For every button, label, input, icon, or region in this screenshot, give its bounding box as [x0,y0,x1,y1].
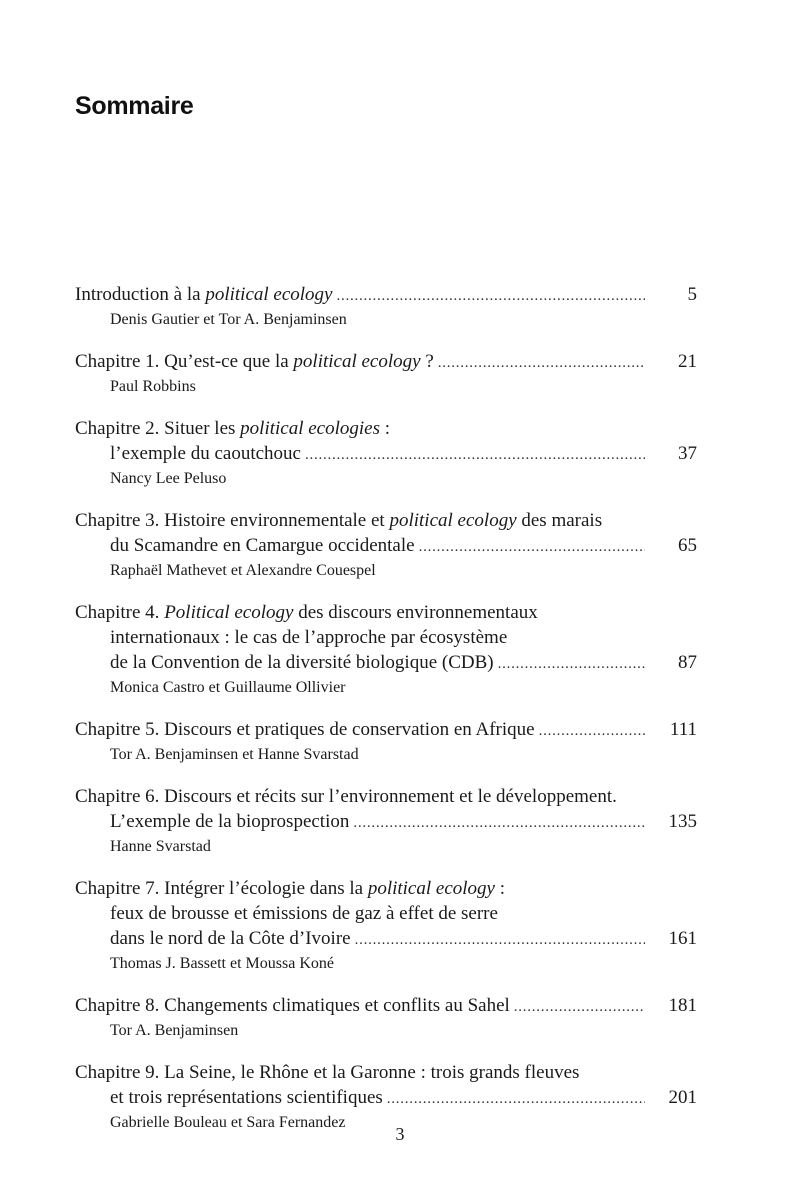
title-text: de la Convention de la diversité biologique (CDB) [110,652,494,673]
title-text: l’exemple du caoutchouc [110,443,301,464]
dot-leader [498,652,645,677]
toc-entry-line [75,650,697,677]
toc-entry-title [75,1060,579,1085]
toc-entry-author: Thomas J. Bassett et Moussa Koné [110,955,334,972]
toc-entry-title [75,600,538,625]
page-number-footer: 3 [395,1124,405,1144]
toc-entry-title [110,533,415,558]
toc-entry-line [75,508,697,533]
page-title: Sommaire [75,92,194,120]
toc-entry-line [75,993,697,1020]
dot-leader [336,284,645,309]
toc-entry-author: Tor A. Benjaminsen et Hanne Svarstad [110,746,359,763]
dot-leader [438,351,645,376]
toc-entry-title [110,901,498,926]
toc-entry-title [110,441,301,466]
toc-entry-line [75,1085,697,1112]
title-text: : [380,418,391,439]
toc-page-number: 135 [668,811,697,832]
toc-entry [75,508,697,582]
title-text: Chapitre 6. Discours et récits sur l’environnement et le développement. [75,786,617,807]
toc-page-number: 201 [668,1087,697,1108]
toc-entry-title [110,809,349,834]
title-text: ? [420,351,434,372]
toc-entry-title [75,508,602,533]
toc-entry-title [110,625,507,650]
title-text: Chapitre 7. Intégrer l’écologie dans la [75,878,368,899]
dot-leader [387,1087,645,1112]
title-text: Chapitre 5. Discours et pratiques de conservation en Afrique [75,719,535,740]
toc-entry-author: Denis Gautier et Tor A. Benjaminsen [110,311,347,328]
toc-entry [75,349,697,398]
toc-entry [75,1060,697,1134]
title-text: Chapitre 1. Qu’est-ce que la [75,351,294,372]
toc-entry-title [110,926,351,951]
toc-page-number: 161 [668,928,697,949]
toc-entry-line [75,349,697,376]
toc-page-number: 37 [678,443,697,464]
title-text: Chapitre 4. [75,602,165,623]
dot-leader [353,811,645,836]
title-text: Introduction à la [75,284,206,305]
dot-leader [305,443,645,468]
toc-entry [75,600,697,699]
toc-entry-line [75,416,697,441]
dot-leader [355,928,645,953]
toc-entry-author: Gabrielle Bouleau et Sara Fernandez [110,1114,346,1131]
toc-entry-line [75,282,697,309]
toc-entry-line [75,533,697,560]
toc-page-number: 87 [678,652,697,673]
title-text: internationaux : le cas de l’approche par écosystème [110,627,508,648]
toc-entry-title [75,282,332,307]
dot-leader [419,535,645,560]
title-text: des discours environnementaux [293,602,538,623]
toc-entry-author: Paul Robbins [110,378,196,395]
title-text: Chapitre 9. La Seine, le Rhône et la Garonne : trois grands fleuves [75,1062,580,1083]
italic-term: political ecology [205,284,333,305]
title-text: des marais [516,510,603,531]
toc-entry-author: Nancy Lee Peluso [110,470,227,487]
toc-entry-line [75,809,697,836]
toc-page-number: 181 [668,995,697,1016]
toc-entry [75,717,697,766]
toc-entry-line [75,600,697,625]
title-text: et trois représentations scientifiques [110,1087,383,1108]
toc-page-number: 21 [678,351,697,372]
toc-entry [75,416,697,490]
title-text: dans le nord de la Côte d’Ivoire [110,928,351,949]
toc-entry-title [110,650,494,675]
toc-entry-line [75,441,697,468]
toc-entry-line [75,784,697,809]
toc-entry-line [75,625,697,650]
toc-entry-title [75,416,390,441]
dot-leader [514,995,645,1020]
toc-page-number: 5 [687,284,697,305]
title-text: du Scamandre en Camargue occidentale [110,535,415,556]
toc-entry-author: Monica Castro et Guillaume Ollivier [110,679,346,696]
toc-page-number: 111 [669,719,697,740]
italic-term: political ecology [293,351,421,372]
title-text: Chapitre 2. Situer les [75,418,241,439]
toc-page-number: 65 [678,535,697,556]
table-of-contents [75,282,697,1152]
title-text: Chapitre 3. Histoire environnementale et [75,510,390,531]
italic-term: political ecology [389,510,517,531]
toc-entry-title [75,784,617,809]
title-text: Chapitre 8. Changements climatiques et conflits au Sahel [75,995,510,1016]
toc-entry-author: Tor A. Benjaminsen [110,1022,239,1039]
toc-entry-title [75,717,535,742]
toc-entry-line [75,1060,697,1085]
toc-entry [75,993,697,1042]
toc-entry [75,282,697,331]
toc-entry-author: Hanne Svarstad [110,838,211,855]
toc-entry-title [75,349,434,374]
italic-term: Political ecology [164,602,294,623]
toc-entry [75,876,697,975]
toc-entry-title [75,876,505,901]
title-text: L’exemple de la bioprospection [110,811,350,832]
toc-entry-title [75,993,510,1018]
toc-entry-title [110,1085,383,1110]
toc-entry-line [75,876,697,901]
title-text: feux de brousse et émissions de gaz à effet de serre [110,903,498,924]
title-text: : [494,878,505,899]
italic-term: political ecologies [240,418,380,439]
toc-entry [75,784,697,858]
toc-entry-line [75,717,697,744]
toc-entry-line [75,926,697,953]
toc-entry-author: Raphaël Mathevet et Alexandre Couespel [110,562,376,579]
dot-leader [539,719,645,744]
italic-term: political ecology [367,878,495,899]
toc-entry-line [75,901,697,926]
